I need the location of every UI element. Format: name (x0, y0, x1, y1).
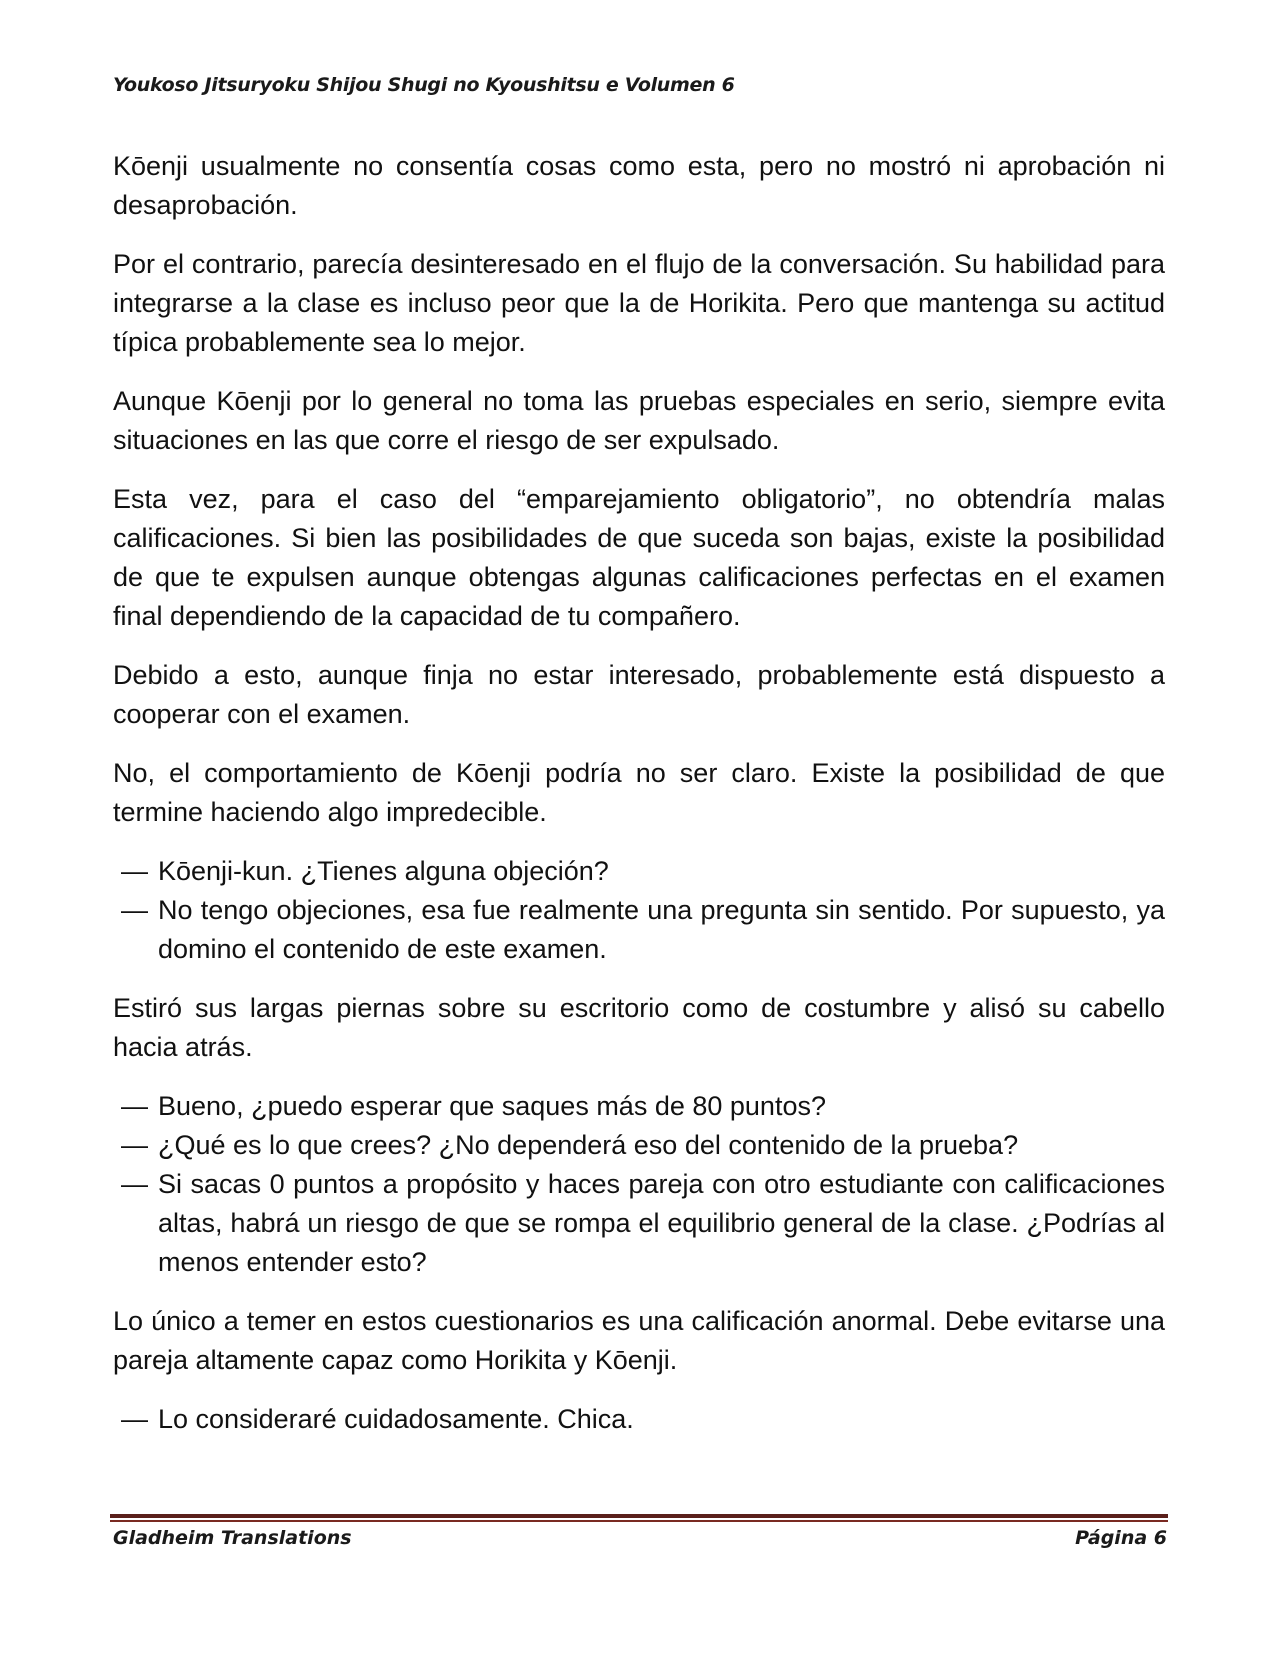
paragraph: Debido a esto, aunque finja no estar interesado, probablemente está dispuesto a cooperar con el examen. (113, 660, 1165, 729)
paragraph: Lo único a temer en estos cuestionarios es una calificación anormal. Debe evitarse una pareja altamente capaz como Horikita y Kōenji. (113, 1306, 1165, 1375)
paragraph: Kōenji usualmente no consentía cosas como esta, pero no mostró ni aprobación ni desaprobación. (113, 151, 1165, 220)
dialogue-group (113, 852, 1165, 969)
dialogue-group (113, 1400, 1165, 1439)
dialogue-dash: — (121, 1169, 148, 1199)
paragraph: Aunque Kōenji por lo general no toma las pruebas especiales en serio, siempre evita situaciones en las que corre el riesgo de ser expulsado. (113, 386, 1165, 455)
dialogue-line (113, 1400, 1165, 1439)
running-header: Youkoso Jitsuryoku Shijou Shugi no Kyoushitsu e Volumen 6 (113, 74, 735, 96)
page-number: Página 6 (1075, 1527, 1167, 1549)
footer-rule (110, 1514, 1168, 1518)
dialogue-line (113, 891, 1165, 969)
dialogue-group (113, 1087, 1165, 1282)
dialogue-dash: — (121, 856, 148, 886)
dialogue-text: ¿Qué es lo que crees? ¿No dependerá eso del contenido de la prueba? (158, 1130, 1019, 1160)
dialogue-text: Lo consideraré cuidadosamente. Chica. (158, 1404, 634, 1434)
dialogue-line (113, 1165, 1165, 1282)
dialogue-dash: — (121, 1091, 148, 1121)
paragraph: Por el contrario, parecía desinteresado en el flujo de la conversación. Su habilidad para integrarse a la clase es incluso peor que la de Horikita. Pero que mantenga su actitud típica probablemente sea lo mejor. (113, 249, 1165, 357)
paragraph: Estiró sus largas piernas sobre su escritorio como de costumbre y alisó su cabello hacia atrás. (113, 993, 1165, 1062)
dialogue-dash: — (121, 895, 148, 925)
paragraph: No, el comportamiento de Kōenji podría no ser claro. Existe la posibilidad de que termine haciendo algo impredecible. (113, 758, 1165, 827)
paragraph: Esta vez, para el caso del “emparejamiento obligatorio”, no obtendría malas calificaciones. Si bien las posibilidades de que suceda son bajas, existe la posibilidad de que te expulsen aunque obtengas algunas calificaciones perfectas en el examen final dependiendo de la capacidad de tu compañero. (113, 484, 1165, 631)
dialogue-line (113, 852, 1165, 891)
dialogue-text: Kōenji-kun. ¿Tienes alguna objeción? (158, 856, 609, 886)
dialogue-text: No tengo objeciones, esa fue realmente una pregunta sin sentido. Por supuesto, ya domino el contenido de este examen. (158, 895, 1165, 964)
dialogue-dash: — (121, 1130, 148, 1160)
dialogue-text: Si sacas 0 puntos a propósito y haces pareja con otro estudiante con calificaciones altas, habrá un riesgo de que se rompa el equilibrio general de la clase. ¿Podrías al menos entender esto? (158, 1169, 1165, 1277)
footer-rule-thin (110, 1520, 1168, 1522)
dialogue-text: Bueno, ¿puedo esperar que saques más de 80 puntos? (158, 1091, 826, 1121)
dialogue-dash: — (121, 1404, 148, 1434)
footer-credit: Gladheim Translations (113, 1527, 352, 1549)
dialogue-line (113, 1126, 1165, 1165)
dialogue-line (113, 1087, 1165, 1126)
page-body (113, 147, 1165, 1459)
